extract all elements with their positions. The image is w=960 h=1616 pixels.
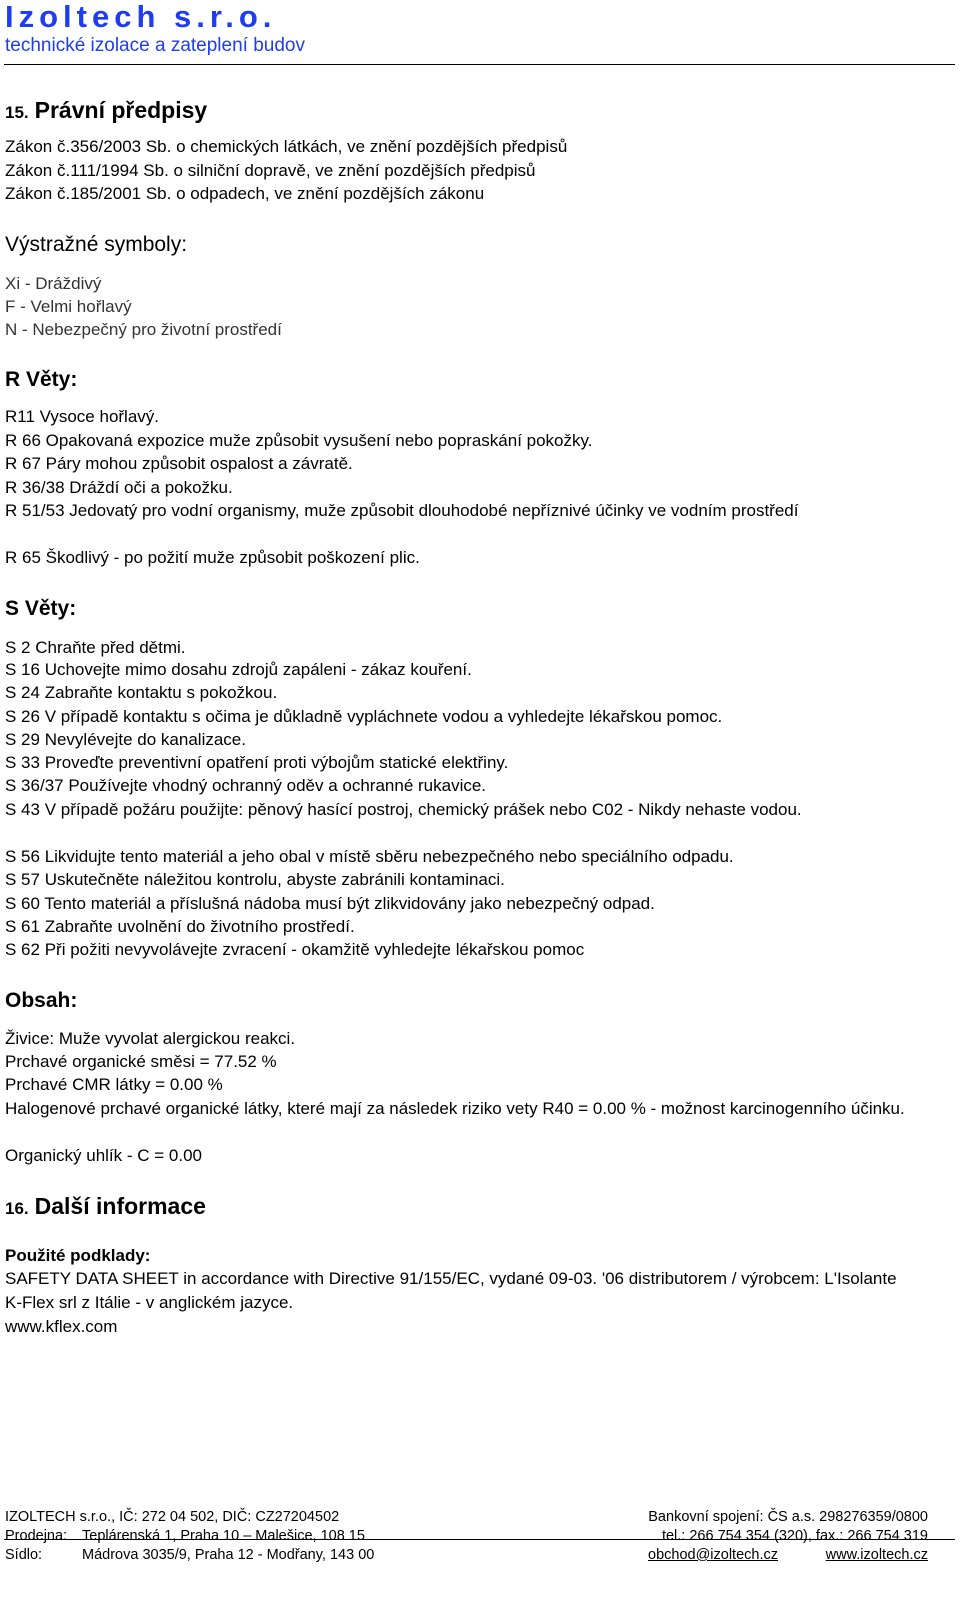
kflex-website: www.kflex.com <box>5 1317 118 1336</box>
s-phrase-item: S 2 Chraňte před dětmi. <box>5 638 186 657</box>
s-phrases-heading: S Věty: <box>5 597 77 620</box>
r-phrase-item: R 67 Páry mohou způsobit ospalost a závratě. <box>5 454 353 473</box>
content-item: Živice: Muže vyvolat alergickou reakci. <box>5 1029 296 1048</box>
s-phrase-item: S 29 Nevylévejte do kanalizace. <box>5 730 246 749</box>
r-phrase-item: R 36/38 Dráždí oči a pokožku. <box>5 478 233 497</box>
r-phrase-item: R 66 Opakovaná expozice muže způsobit vysušení nebo popraskání pokožky. <box>5 431 593 450</box>
s-phrase-item: S 24 Zabraňte kontaktu s pokožkou. <box>5 683 278 702</box>
s-phrase-item: S 16 Uchovejte mimo dosahu zdrojů zapáleni - zákaz kouření. <box>5 660 472 679</box>
content-item: Organický uhlík - C = 0.00 <box>5 1146 203 1165</box>
r-phrase-item: R 51/53 Jedovatý pro vodní organismy, muže způsobit dlouhodobé nepříznivé účinky ve vodním prostředí <box>5 501 799 520</box>
section-15-heading <box>5 96 207 127</box>
s-phrase-item: S 60 Tento materiál a příslušná nádoba musí být zlikvidovány jako nebezpečný odpad. <box>5 894 655 913</box>
footer-seat-label: Sídlo: <box>5 1547 43 1563</box>
footer-shop-address: Teplárenská 1, Praha 10 – Malešice, 108 15 <box>82 1528 365 1544</box>
company-logo-text: Izoltech s.r.o. <box>5 0 277 34</box>
section-number: 15. <box>5 103 29 122</box>
section-number: 16. <box>5 1199 29 1218</box>
symbol-item: F - Velmi hořlavý <box>5 297 132 316</box>
s-phrase-item: S 43 V případě požáru použijte: pěnový hasící postroj, chemický prášek nebo C02 - Nikdy nehaste vodou. <box>5 800 802 819</box>
header-divider <box>4 64 955 65</box>
symbols-heading: Výstražné symboly: <box>5 233 188 256</box>
section-title: Další informace <box>34 1193 206 1219</box>
s-phrase-item: S 62 Při požiti nevyvolávejte zvracení - okamžitě vyhledejte lékařskou pomoc <box>5 940 585 959</box>
r-phrase-item: R 65 Škodlivý - po požití muže způsobit poškození plic. <box>5 548 420 567</box>
footer-email-link[interactable]: obchod@izoltech.cz <box>648 1547 778 1563</box>
footer-phone: tel.: 266 754 354 (320), fax.: 266 754 319 <box>661 1528 928 1544</box>
content-heading: Obsah: <box>5 989 78 1012</box>
s-phrase-item: S 26 V případě kontaktu s očima je důkladně vypláchnete vodou a vyhledejte lékařskou pomoc. <box>5 707 723 726</box>
law-item: Zákon č.356/2003 Sb. o chemických látkách, ve znění pozdějších předpisů <box>5 137 568 156</box>
s-phrase-item: S 33 Proveďte preventivní opatření proti výbojům statické elektřiny. <box>5 753 509 772</box>
content-item: Prchavé CMR látky = 0.00 % <box>5 1075 223 1094</box>
s-phrase-item: S 36/37 Používejte vhodný ochranný oděv a ochranné rukavice. <box>5 776 487 795</box>
symbol-item: Xi - Dráždivý <box>5 274 102 293</box>
footer-company-line: IZOLTECH s.r.o., IČ: 272 04 502, DIČ: CZ27204502 <box>5 1509 340 1525</box>
content-item: Prchavé organické směsi = 77.52 % <box>5 1052 277 1071</box>
law-item: Zákon č.111/1994 Sb. o silniční dopravě, ve znění pozdějších předpisů <box>5 161 536 180</box>
law-item: Zákon č.185/2001 Sb. o odpadech, ve znění pozdějších zákonu <box>5 184 485 203</box>
sources-text: SAFETY DATA SHEET in accordance with Directive 91/155/EC, vydané 09-03. '06 distributorem / výrobcem: L'Isolante K-Flex srl z Itálie - v anglickém jazyce. <box>5 1269 897 1312</box>
section-title: Právní předpisy <box>34 97 208 123</box>
footer-bank: Bankovní spojení: ČS a.s. 298276359/0800 <box>648 1509 928 1525</box>
symbol-item: N - Nebezpečný pro životní prostředí <box>5 320 282 339</box>
s-phrase-item: S 56 Likvidujte tento materiál a jeho obal v místě sběru nebezpečného nebo speciálního odpadu. <box>5 847 734 866</box>
company-tagline: technické izolace a zateplení budov <box>5 35 305 56</box>
content-item: Halogenové prchavé organické látky, které mají za následek riziko vety R40 = 0.00 % - možnost karcinogenního účinku. <box>5 1099 905 1118</box>
s-phrase-item: S 57 Uskutečněte náležitou kontrolu, abyste zabránili kontaminaci. <box>5 870 505 889</box>
sources-heading: Použité podklady: <box>5 1246 151 1265</box>
section-16-heading <box>5 1192 206 1223</box>
r-phrase-item: R11 Vysoce hořlavý. <box>5 407 160 426</box>
footer-shop-label: Prodejna: <box>5 1528 68 1544</box>
r-phrases-heading: R Věty: <box>5 368 78 391</box>
footer-web-link[interactable]: www.izoltech.cz <box>825 1547 928 1563</box>
s-phrase-item: S 61 Zabraňte uvolnění do životního prostředí. <box>5 917 355 936</box>
footer-seat-address: Mádrova 3035/9, Praha 12 - Modřany, 143 00 <box>82 1547 375 1563</box>
